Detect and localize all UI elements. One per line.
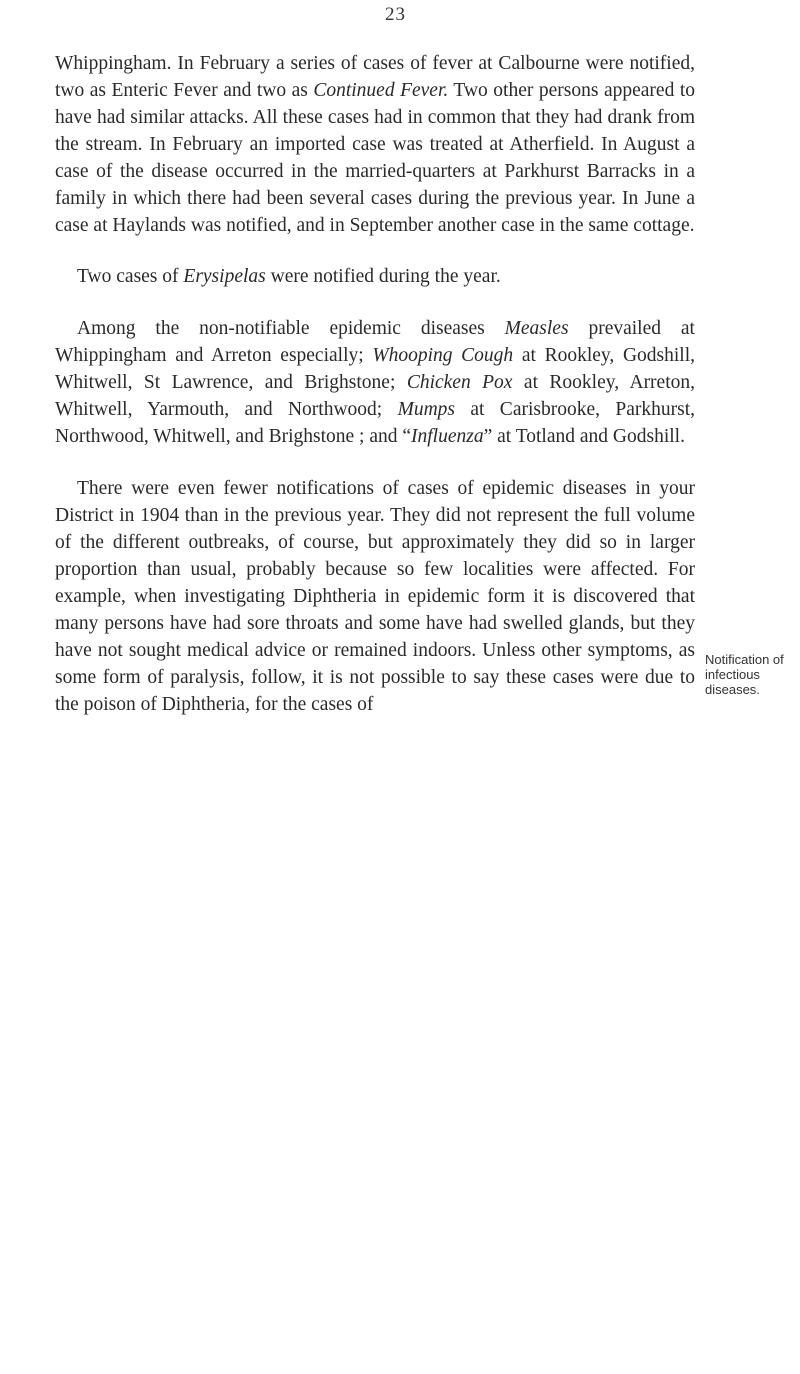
text-run: at Carisbrooke, Parkhurst, Northwood, Whitwell, and Brighstone ; and “ [55,399,695,447]
italic-run: Influenza [411,426,484,447]
body-text [55,50,695,718]
text-run: were notified during the year. [265,266,501,287]
text-run: prevailed at Whippingham and Arreton especially; [55,318,695,366]
text-run: Whippingham. In February a series of cases of fever at Calbourne were notified, two as Enteric Fever and two as [55,53,695,101]
italic-run: Erysipelas [183,266,266,287]
text-run: ” at Totland and Godshill. [483,426,685,447]
text-run: at Rookley, Arreton, Whitwell, Yarmouth, and Northwood; [55,372,695,420]
page-number: 23 [385,4,406,25]
text-run: There were even fewer notifications of cases of epidemic diseases in your District in 1904 than in the previous year. They did not represent the full volume of the different outbreaks, of course, but approximately they did so in larger proportion than usual, probably because so few localities were affected. For example, when investigating Diphtheria in epidemic form it is discovered that many persons have had sore throats and some have had swelled glands, but they have not sought medical advice or remained indoors. Unless other symptoms, as some form of paralysis, follow, it is not possible to say these cases were due to the poison of Diphtheria, for the cases of [55,478,695,715]
italic-run: Mumps [397,399,455,420]
italic-run: Continued Fever. [313,80,449,101]
paragraph-enteric-fever [55,50,695,239]
text-run: Two other persons appeared to have had similar attacks. All these cases had in common that they had drank from the stream. In February an imported case was treated at Atherfield. In August a case of the disease occurred in the married-quarters at Parkhurst Barracks in a family in which there had been several cases during the previous year. In June a case at Haylands was notified, and in September another case in the same cottage. [55,80,695,236]
paragraph-erysipelas [55,263,695,290]
text-run: Two cases of [77,266,184,287]
paragraph-non-notifiable-diseases [55,315,695,450]
italic-run: Chicken Pox [406,372,513,393]
margin-note: Notification of infectious diseases. [705,652,784,697]
italic-run: Measles [504,318,569,339]
text-run: at Rookley, Godshill, Whitwell, St Lawrence, and Brighstone; [55,345,696,393]
text-run: Among the non-notifiable epidemic diseases [77,318,505,339]
paragraph-notifications [55,475,695,718]
italic-run: Whooping Cough [372,345,514,366]
